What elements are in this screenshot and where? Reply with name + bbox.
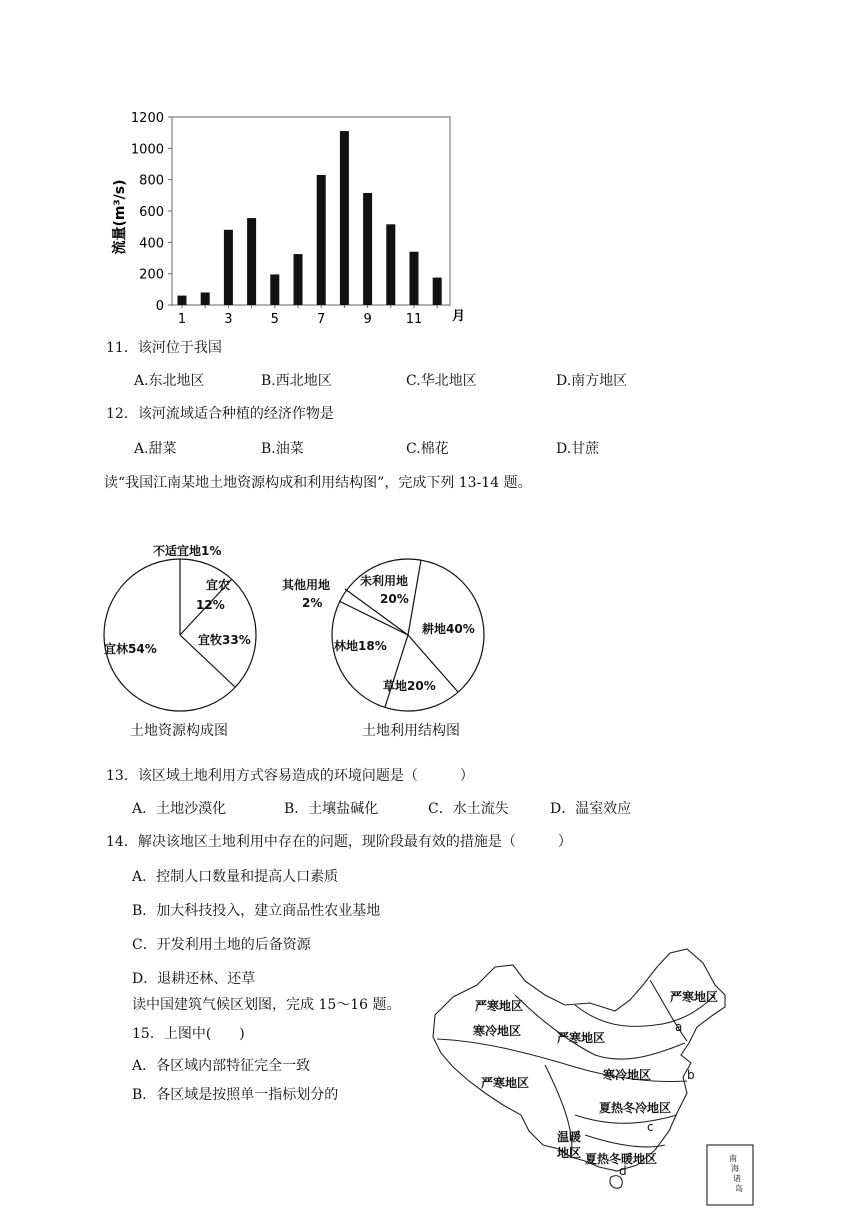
map-label-r8b: 地区 [557,1146,582,1160]
bar-month-11 [410,252,419,305]
flow-bar-chart [100,105,470,330]
map-label-r8a: 温暖 [557,1130,582,1144]
q11-option-b[interactable]: B.西北地区 [261,373,332,389]
pie1-label-mu: 宜牧33% [198,633,251,647]
pie2-label-unused-pct: 20% [380,592,409,606]
q13-option-b[interactable]: B．土壤盐碱化 [284,801,379,817]
q14-option-a[interactable]: A．控制人口数量和提高人口素质 [132,869,339,885]
pie1-label-unsuit: 不适宜地1% [153,544,222,558]
q14-option-d[interactable]: D．退耕还林、还草 [132,971,256,987]
q12-option-b[interactable]: B.油菜 [261,441,304,457]
chart-xunit: 月 [452,309,466,324]
q14-option-b[interactable]: B．加大科技投入，建立商品性农业基地 [132,903,381,919]
q12-option-a[interactable]: A.甜菜 [134,441,177,457]
bar-month-7 [317,175,326,305]
y-tick-label: 600 [139,205,164,220]
china-climate-map [425,945,760,1210]
q12-stem: 12．该河流域适合种植的经济作物是 [106,406,334,422]
pie1-label-lin: 宜林54% [104,642,157,656]
bar-month-8 [340,131,349,305]
pie1-title: 土地资源构成图 [130,723,228,739]
pie2-label-other: 其他用地 [282,578,331,592]
x-tick-label: 9 [363,312,372,327]
pie2-title: 土地利用结构图 [362,723,460,739]
pie1-label-nong: 宜农 [206,578,231,592]
q14-stem: 14．解决该地区土地利用中存在的问题，现阶段最有效的措施是（ ） [106,834,572,850]
map-letter-c: c [647,1120,654,1134]
q15-stem: 15．上图中( ) [132,1026,245,1042]
bar-month-12 [433,278,442,305]
q13-option-c[interactable]: C．水土流失 [428,801,509,817]
x-tick-label: 1 [177,312,187,327]
inset-label-4: 岛 [735,1184,743,1193]
pie2-label-caodi: 草地20% [383,679,436,693]
plot-frame [172,117,450,305]
map-label-r4: 严寒地区 [670,990,719,1004]
q11-option-a[interactable]: A.东北地区 [134,373,205,389]
y-tick-label: 400 [139,236,164,252]
map-label-r3: 严寒地区 [557,1031,606,1045]
q13-stem: 13．该区域土地利用方式容易造成的环境问题是（ ） [106,768,474,784]
bar-month-1 [178,296,187,305]
map-label-r2: 寒冷地区 [473,1024,522,1038]
map-letter-b: b [687,1068,695,1082]
y-tick-label: 0 [155,299,164,314]
bar-month-6 [294,254,303,305]
bar-month-4 [247,218,256,305]
intro-15-16: 读中国建筑气候区划图，完成 15～16 题。 [132,997,401,1013]
pie2-label-other-pct: 2% [302,596,323,610]
q11-stem: 11．该河位于我国 [106,340,222,356]
x-tick-label: 3 [224,312,233,327]
inset-label-2: 海 [731,1164,739,1173]
q15-option-a[interactable]: A．各区域内部特征完全一致 [132,1058,311,1074]
x-tick-label: 5 [270,312,279,327]
x-tick-label: 7 [317,312,326,327]
map-label-r9: 夏热冬暖地区 [585,1152,658,1166]
map-label-r5: 严寒地区 [481,1076,530,1090]
inset-label-3: 诸 [733,1174,741,1183]
chart-ylabel: 流量(m³/s) [112,179,128,255]
q13-option-a[interactable]: A．土地沙漠化 [132,801,227,817]
pie2-label-gengdi: 耕地40% [422,622,475,636]
y-tick-label: 1200 [130,111,164,126]
map-letter-d: d [619,1164,627,1178]
q15-option-b[interactable]: B．各区域是按照单一指标划分的 [132,1087,339,1103]
pie2-label-unused: 未利用地 [360,574,409,588]
y-tick-label: 200 [139,267,164,283]
q11-option-c[interactable]: C.华北地区 [406,373,477,389]
bar-month-9 [363,193,372,305]
pie-charts [100,535,500,745]
y-tick-label: 800 [139,173,164,189]
bar-month-10 [386,224,395,305]
q11-option-d[interactable]: D.南方地区 [556,373,628,389]
map-label-r7: 夏热冬冷地区 [599,1101,672,1115]
q12-option-c[interactable]: C.棉花 [406,441,449,457]
intro-13-14: 读“我国江南某地土地资源构成和利用结构图”，完成下列 13-14 题。 [104,475,532,491]
bar-month-2 [201,292,210,305]
pie1-label-nong-pct: 12% [196,598,225,612]
pie2-label-lindi: 林地18% [334,639,387,653]
bar-month-5 [270,274,279,305]
q14-option-c[interactable]: C．开发利用土地的后备资源 [132,937,311,953]
map-label-r6: 寒冷地区 [603,1068,652,1082]
map-label-r1: 严寒地区 [475,999,524,1013]
q13-option-d[interactable]: D．温室效应 [550,801,632,817]
y-tick-label: 1000 [130,142,164,158]
x-tick-label: 11 [405,312,423,327]
q12-option-d[interactable]: D.甘蔗 [556,441,600,457]
inset-label-1: 南 [729,1154,737,1163]
map-letter-a: a [675,1020,683,1034]
bar-month-3 [224,230,233,305]
